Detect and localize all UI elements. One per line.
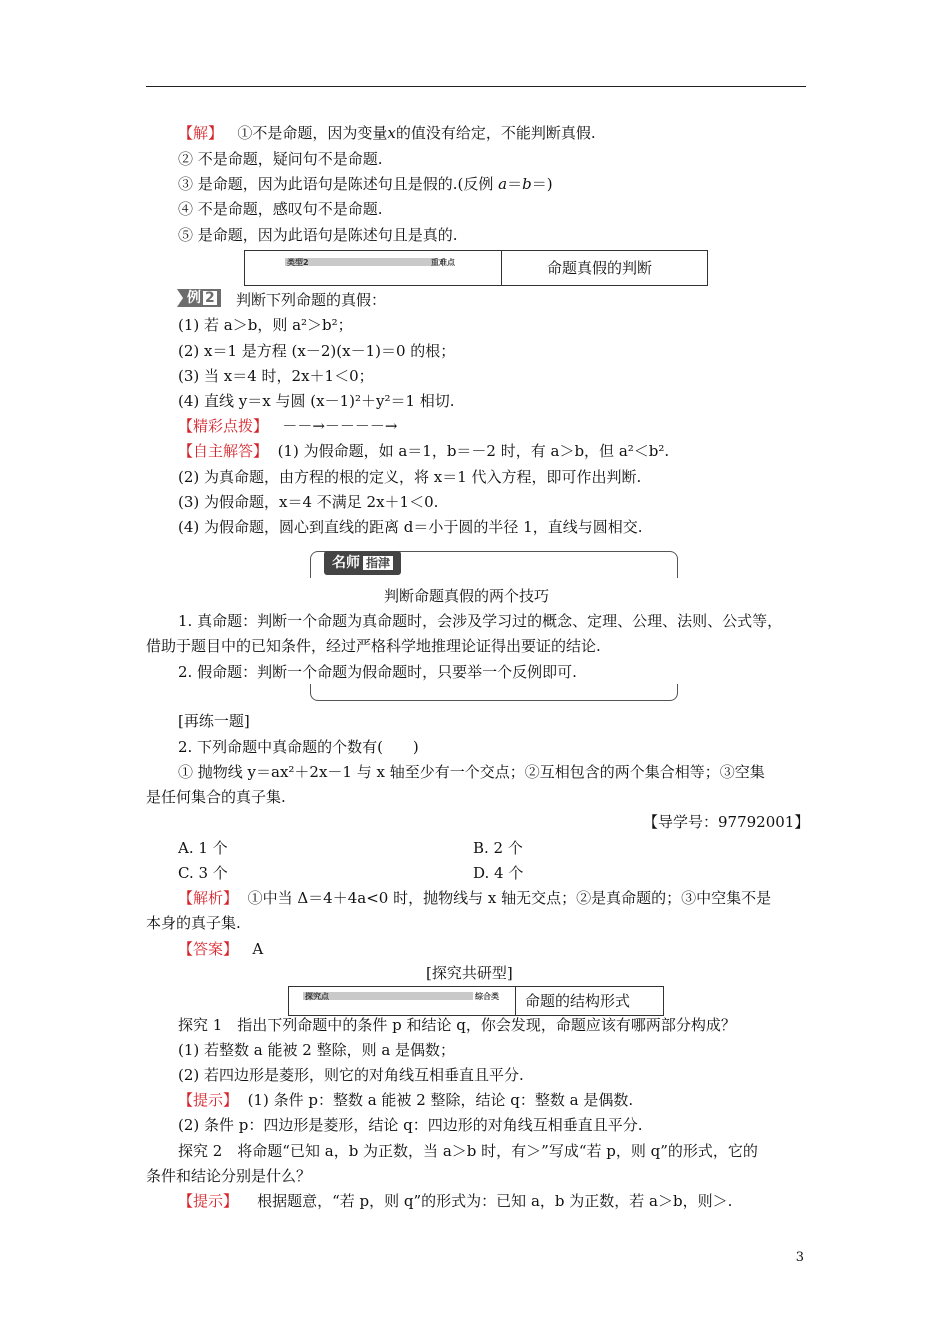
hint-line-3: 【提示】 根据题意，“若 p，则 q”的形式为：已知 a，b 为正数，若 a＞b，则＞. — [178, 1192, 733, 1210]
highlight-line — [178, 416, 397, 436]
example-2-item-4: (4) 直线 y＝x 与圆 (x－1)²＋y²＝1 相切. — [178, 392, 455, 410]
type-2-right-label: 重难点 — [431, 258, 455, 267]
explore-2-question-b: 条件和结论分别是什么？ — [146, 1167, 312, 1185]
explore-1-question: 探究 1 指出下列命题中的条件 p 和结论 q，你会发现，命题应该有哪两部分构成？ — [178, 1016, 736, 1034]
self-answer-line-4: (4) 为假命题，圆心到直线的距离 d＝小于圆的半径 1，直线与圆相交. — [178, 518, 643, 536]
self-answer-tag: 【自主解答】 — [178, 442, 269, 460]
example-2-prompt: 判断下列命题的真假： — [236, 291, 387, 309]
option-a: A. 1 个 — [178, 839, 228, 857]
example-2-item-1: (1) 若 a＞b，则 a²＞b²； — [178, 316, 353, 334]
self-answer-line-1: 【自主解答】 (1) 为假命题，如 a＝1，b＝－2 时，有 a＞b，但 a²＜b². — [178, 442, 670, 460]
explore-1-item-2: (2) 若四边形是菱形，则它的对角线互相垂直且平分. — [178, 1066, 524, 1084]
page-number: 3 — [795, 1250, 804, 1265]
explore-1-item-1: (1) 若整数 a 能被 2 整除，则 a 是偶数； — [178, 1041, 456, 1059]
option-b: B. 2 个 — [473, 839, 523, 857]
tips-title: 判断命题真假的两个技巧 — [384, 587, 550, 605]
self-answer-line-2: (2) 为真命题，由方程的根的定义，将 x＝1 代入方程，即可作出判断. — [178, 468, 642, 486]
solution-line-5: ⑤ 是命题，因为此语句是陈述句且是真的. — [178, 226, 458, 244]
tips-para-2: 2. 假命题：判断一个命题为假命题时，只要举一个反例即可. — [178, 663, 577, 681]
practice-heading: [再练一题] — [178, 712, 250, 730]
explore-left-panel — [289, 987, 516, 1015]
guide-number: 【导学号：97792001】 — [643, 813, 810, 831]
type-2-title: 命题真假的判断 — [547, 259, 653, 277]
type-2-label: 类型2 — [287, 258, 309, 267]
tips-para-1b: 借助于题目中的已知条件，经过严格科学地推理论证得出要证的结论. — [146, 637, 601, 655]
practice-statements-1: ① 抛物线 y＝ax²＋2x－1 与 x 轴至少有一个交点；②互相包含的两个集合相等；③空集 — [178, 763, 765, 781]
explore-title: 命题的结构形式 — [525, 992, 631, 1010]
analysis-tag: 【解析】 — [178, 889, 239, 907]
self-answer-line-3: (3) 为假命题，x＝4 不满足 2x＋1＜0. — [178, 493, 439, 511]
hint-tag-2: 【提示】 — [178, 1192, 239, 1210]
tips-badge: 名师 指津 — [324, 551, 401, 575]
header-rule — [146, 86, 806, 87]
type-2-header — [244, 250, 708, 286]
answer-value: A — [252, 940, 264, 958]
example-2-item-3: (3) 当 x＝4 时，2x＋1＜0； — [178, 367, 374, 385]
hint-tag: 【提示】 — [178, 1091, 239, 1109]
option-d: D. 4 个 — [473, 864, 524, 882]
analysis-line-2: 本身的真子集. — [146, 914, 241, 932]
example-2-badge: 例 2 — [177, 289, 221, 307]
type-2-left-panel — [245, 251, 502, 285]
highlight-tag: 【精彩点拨】 — [178, 417, 269, 435]
option-c: C. 3 个 — [178, 864, 228, 882]
solution-line-4: ④ 不是命题，感叹句不是命题. — [178, 200, 383, 218]
analysis-line-1: 【解析】 ①中当 Δ＝4＋4a<0 时，抛物线与 x 轴无交点；②是真命题的；③中空集不是 — [178, 889, 772, 907]
explore-heading: [探究共研型] — [426, 964, 513, 982]
practice-question: 2. 下列命题中真命题的个数有( ) — [178, 738, 419, 756]
solution-line-2: ② 不是命题，疑问句不是命题. — [178, 150, 383, 168]
solution-line-1: 【解】 ①不是命题，因为变量x的值没有给定，不能判断真假. — [178, 124, 596, 142]
arrow-sequence: －－→－－－－→ — [282, 417, 398, 435]
practice-statements-2: 是任何集合的真子集. — [146, 788, 286, 806]
answer-line — [178, 939, 263, 959]
tips-box-header — [310, 551, 676, 581]
tips-para-1a: 1. 真命题：判断一个命题为真命题时，会涉及学习过的概念、定理、公理、法则、公式等， — [178, 612, 783, 630]
example-2-item-2: (2) x＝1 是方程 (x－2)(x－1)＝0 的根； — [178, 342, 456, 360]
hint-line-2: (2) 条件 p：四边形是菱形，结论 q：四边形的对角线互相垂直且平分. — [178, 1116, 643, 1134]
hint-line-1: 【提示】 (1) 条件 p：整数 a 能被 2 整除，结论 q：整数 a 是偶数. — [178, 1091, 634, 1109]
tips-box-bottom-frame — [310, 684, 678, 701]
explore-header — [288, 986, 664, 1016]
solution-tag: 【解】 — [178, 124, 224, 142]
explore-2-question-a: 探究 2 将命题“已知 a，b 为正数，当 a＞b 时，有＞”写成“若 p，则 q”的形式，它的 — [178, 1142, 758, 1160]
answer-tag: 【答案】 — [178, 940, 239, 958]
explore-right-label: 综合类 — [475, 992, 499, 1001]
solution-line-3: ③ 是命题，因为此语句是陈述句且是假的.(反例 a＝b＝) — [178, 175, 553, 193]
explore-label: 探究点 — [305, 992, 329, 1001]
